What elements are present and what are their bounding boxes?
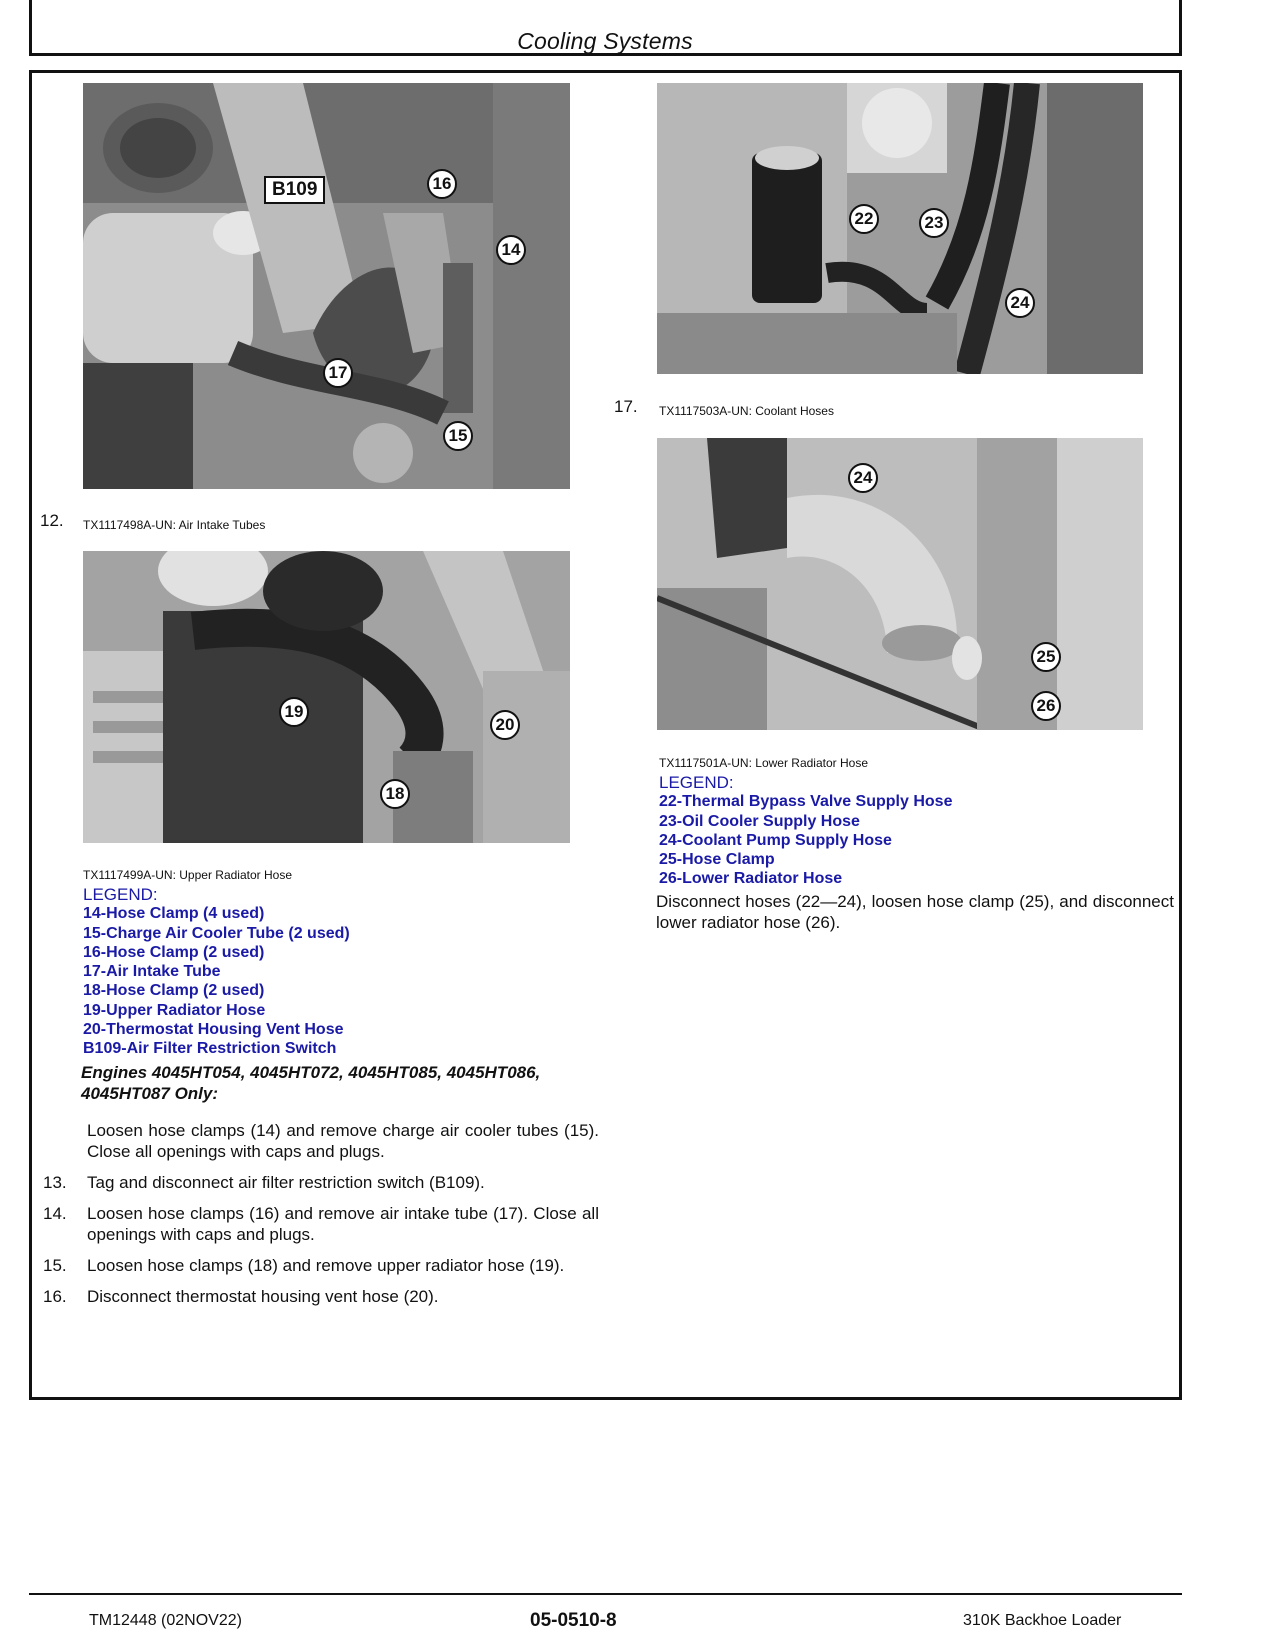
coolant-hoses-photo	[657, 83, 1143, 374]
steps-list	[43, 1172, 599, 1317]
callout-24b: 24	[848, 463, 878, 493]
figure-caption-coolant: TX1117503A-UN: Coolant Hoses	[659, 404, 834, 418]
callout-18: 18	[380, 779, 410, 809]
legend-item: 19-Upper Radiator Hose	[83, 1001, 266, 1019]
legend-item: B109-Air Filter Restriction Switch	[83, 1040, 337, 1058]
figure-caption-air-intake: TX1117498A-UN: Air Intake Tubes	[83, 518, 266, 532]
step-number: 15.	[43, 1256, 67, 1275]
callout-22: 22	[849, 204, 879, 234]
step-text: Loosen hose clamps (16) and remove air intake tube (17). Close all openings with caps and plugs.	[87, 1204, 599, 1244]
legend-item: 20-Thermostat Housing Vent Hose	[83, 1021, 344, 1039]
legend-item: 18-Hose Clamp (2 used)	[83, 982, 265, 1000]
legend-item: 25-Hose Clamp	[659, 851, 775, 869]
legend-right-title: LEGEND:	[659, 773, 734, 792]
step-text: Disconnect thermostat housing vent hose (20).	[87, 1287, 439, 1306]
upper-radiator-photo	[83, 551, 570, 843]
callout-14: 14	[496, 235, 526, 265]
figure-upper-radiator-hose	[83, 551, 570, 843]
footer-page-number: 05-0510-8	[530, 1610, 617, 1631]
page-title: Cooling Systems	[517, 28, 693, 54]
callout-25: 25	[1031, 642, 1061, 672]
legend-item: 17-Air Intake Tube	[83, 963, 221, 981]
legend-item: 14-Hose Clamp (4 used)	[83, 905, 265, 923]
step-number: 13.	[43, 1173, 67, 1192]
callout-b109: B109	[264, 176, 325, 204]
footer-divider	[29, 1593, 1182, 1595]
callout-15: 15	[443, 421, 473, 451]
step-item	[43, 1286, 599, 1307]
callout-17: 17	[323, 358, 353, 388]
step-item	[43, 1172, 599, 1193]
legend-item: 23-Oil Cooler Supply Hose	[659, 812, 860, 830]
step-item	[43, 1203, 599, 1245]
legend-right	[659, 773, 1139, 889]
step-12-text: Loosen hose clamps (14) and remove charge air cooler tubes (15). Close all openings with caps and plugs.	[87, 1121, 599, 1161]
figure-coolant-hoses	[657, 83, 1143, 374]
callout-20: 20	[490, 710, 520, 740]
step-number: 14.	[43, 1204, 67, 1223]
legend-item: 24-Coolant Pump Supply Hose	[659, 831, 892, 849]
callout-23: 23	[919, 208, 949, 238]
step-number-17: 17.	[614, 397, 638, 416]
figure-air-intake-tubes	[83, 83, 570, 489]
callout-24a: 24	[1005, 288, 1035, 318]
legend-item: 22-Thermal Bypass Valve Supply Hose	[659, 793, 953, 811]
figure-caption-upper-radiator: TX1117499A-UN: Upper Radiator Hose	[83, 868, 292, 882]
legend-left	[83, 885, 563, 1059]
engines-note: Engines 4045HT054, 4045HT072, 4045HT085, 4045HT086, 4045HT087 Only:	[81, 1063, 541, 1103]
legend-item: 15-Charge Air Cooler Tube (2 used)	[83, 924, 350, 942]
callout-16: 16	[427, 169, 457, 199]
step-text: Loosen hose clamps (18) and remove upper radiator hose (19).	[87, 1256, 565, 1275]
legend-left-title: LEGEND:	[83, 885, 158, 904]
footer-product: 310K Backhoe Loader	[963, 1612, 1122, 1629]
step-item	[43, 1255, 599, 1276]
callout-26: 26	[1031, 691, 1061, 721]
step-17-text: Disconnect hoses (22—24), loosen hose clamp (25), and disconnect lower radiator hose (26).	[656, 892, 1174, 932]
legend-item: 16-Hose Clamp (2 used)	[83, 943, 265, 961]
figure-lower-radiator-hose	[657, 438, 1143, 730]
callout-19: 19	[279, 697, 309, 727]
legend-item: 26-Lower Radiator Hose	[659, 870, 843, 888]
step-number: 16.	[43, 1287, 67, 1306]
step-number-12: 12.	[40, 511, 64, 530]
figure-caption-lower-radiator: TX1117501A-UN: Lower Radiator Hose	[659, 756, 868, 770]
air-intake-photo	[83, 83, 570, 489]
lower-radiator-photo	[657, 438, 1143, 730]
step-text: Tag and disconnect air filter restriction switch (B109).	[87, 1173, 485, 1192]
footer-doc-id: TM12448 (02NOV22)	[89, 1612, 242, 1629]
